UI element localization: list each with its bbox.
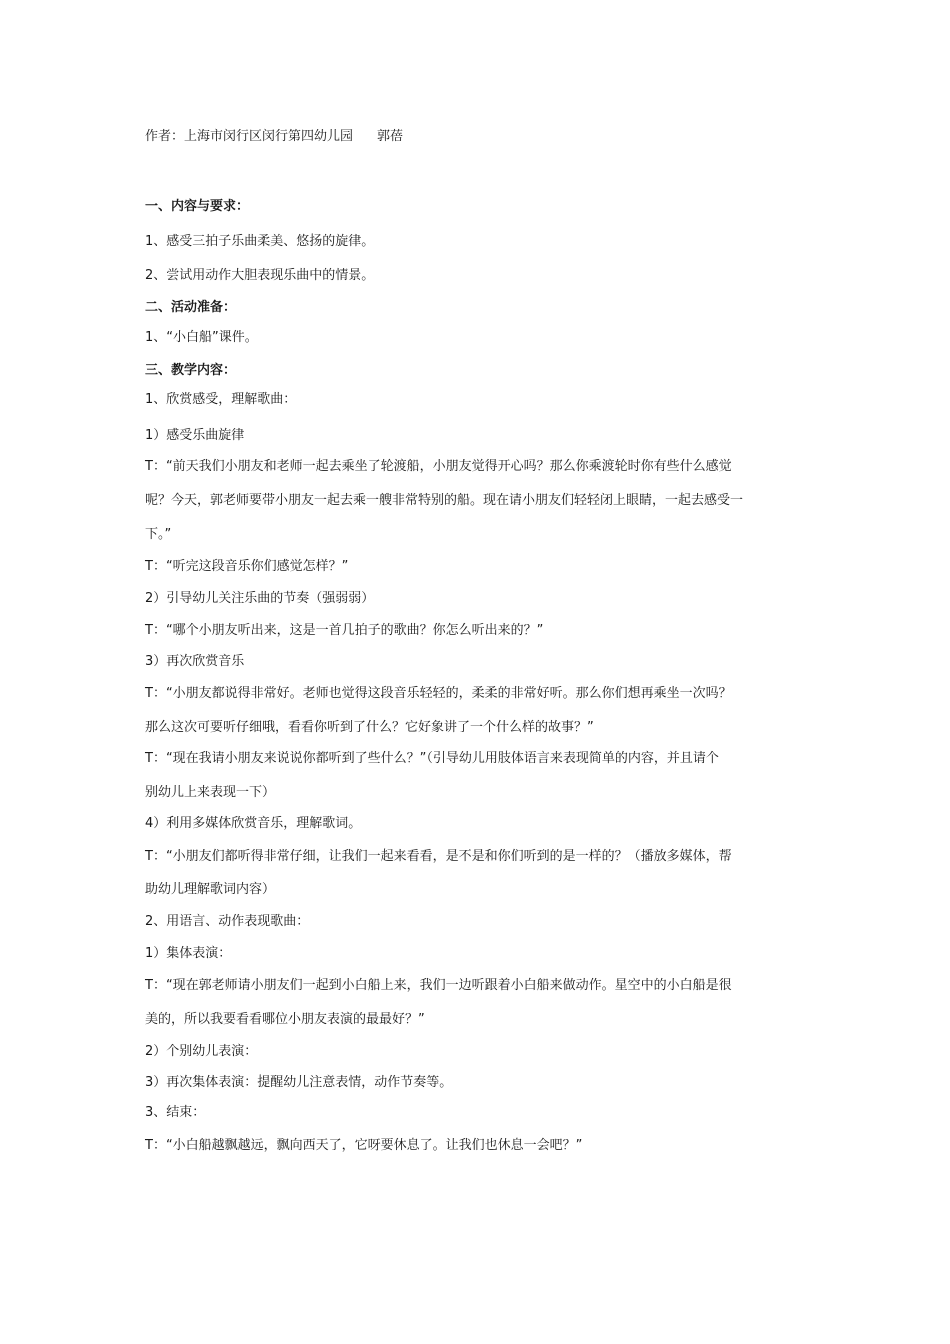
text-line: 3）再次欣赏音乐 [145, 654, 245, 669]
author-label: 作者：上海市闵行区闵行第四幼儿园 [145, 129, 354, 144]
text-line: 2）个别幼儿表演： [145, 1044, 258, 1059]
text-line: 助幼儿理解歌词内容） [145, 882, 276, 897]
text-line: 1、感受三拍子乐曲柔美、悠扬的旋律。 [145, 234, 375, 249]
author-line [145, 128, 815, 146]
author-name: 郭蓓 [377, 129, 404, 144]
text-line: 1、“小白船”课件。 [145, 330, 258, 345]
text-line: T：“现在我请小朋友来说说你都听到了些什么？”（引导幼儿用肢体语言来表现简单的内容，并且请个 [145, 751, 719, 766]
text-line: 美的，所以我要看看哪位小朋友表演的最最好？” [145, 1012, 425, 1027]
section-heading: 一、内容与要求： [145, 199, 250, 214]
section-heading: 二、活动准备： [145, 300, 237, 315]
text-line: T：“小白船越飘越远，飘向西天了，它呀要休息了。让我们也休息一会吧？” [145, 1138, 583, 1153]
text-line: T：“小朋友们都听得非常仔细，让我们一起来看看，是不是和你们听到的是一样的？（播放多媒体，帮 [145, 849, 732, 864]
text-line: 1）集体表演： [145, 946, 232, 961]
text-line: 2、尝试用动作大胆表现乐曲中的情景。 [145, 268, 375, 283]
text-line: 下。” [145, 527, 172, 542]
text-line: 4）利用多媒体欣赏音乐，理解歌词。 [145, 816, 362, 831]
text-line: 呢？今天，郭老师要带小朋友一起去乘一艘非常特别的船。现在请小朋友们轻轻闭上眼睛，一起去感受一 [145, 493, 744, 508]
text-line: 3、结束： [145, 1105, 206, 1120]
section-heading: 三、教学内容： [145, 363, 237, 378]
text-line: T：“前天我们小朋友和老师一起去乘坐了轮渡船，小朋友觉得开心吗？那么你乘渡轮时你有些什么感觉 [145, 459, 732, 474]
text-line: 3）再次集体表演：提醒幼儿注意表情，动作节奏等。 [145, 1075, 453, 1090]
text-line: T：“小朋友都说得非常好。老师也觉得这段音乐轻轻的，柔柔的非常好听。那么你们想再乘坐一次吗？ [145, 686, 732, 701]
text-line: T：“听完这段音乐你们感觉怎样？” [145, 559, 349, 574]
text-line: 1、欣赏感受，理解歌曲： [145, 392, 297, 407]
text-line: T：“哪个小朋友听出来，这是一首几拍子的歌曲？你怎么听出来的？” [145, 623, 544, 638]
text-line: T：“现在郭老师请小朋友们一起到小白船上来，我们一边听跟着小白船来做动作。星空中的小白船是很 [145, 978, 732, 993]
text-line: 1）感受乐曲旋律 [145, 428, 245, 443]
text-line: 那么这次可要听仔细哦，看看你听到了什么？它好象讲了一个什么样的故事？” [145, 720, 594, 735]
text-line: 2、用语言、动作表现歌曲： [145, 914, 310, 929]
text-line: 别幼儿上来表现一下） [145, 785, 276, 800]
text-line: 2）引导幼儿关注乐曲的节奏（强弱弱） [145, 591, 375, 606]
